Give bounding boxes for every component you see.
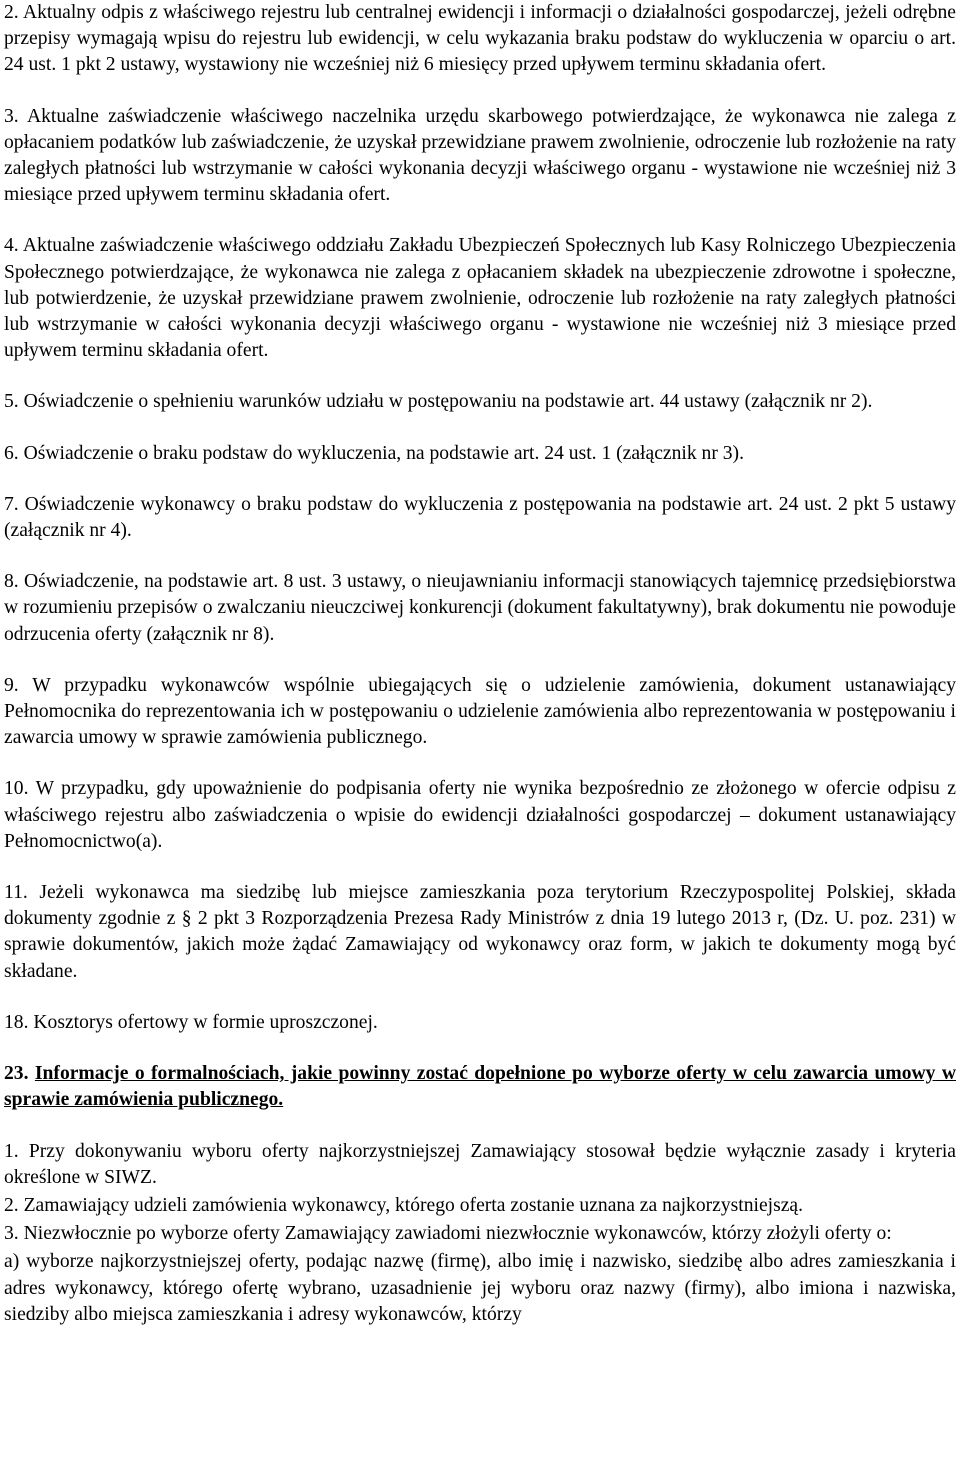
list-item-3a: a) wyborze najkorzystniejszej oferty, podając nazwę (firmę), albo imię i nazwisko, siedzibę albo adres zamieszkania i adres wykonawcy, którego ofertę wybrano, uzasadnienie jej wyboru oraz nazwy (firmy), albo imiona i nazwiska, siedziby albo miejsca zamieszkania i adresy wykonawców, którzy — [4, 1251, 956, 1325]
paragraph-item-4: 4. Aktualne zaświadczenie właściwego oddziału Zakładu Ubezpieczeń Społecznych lub Kasy Rolniczego Ubezpieczenia Społecznego potwierdzające, że wykonawca nie zalega z opłacaniem składek na ubezpieczenie zdrowotne i społeczne, lub potwierdzenie, że uzyskał przewidziane prawem zwolnienie, odroczenie lub rozłożenie na raty zaległych płatności lub wstrzymanie w całości wykonania decyzji właściwego organu - wystawione nie wcześniej niż 3 miesiące przed upływem terminu składania ofert. — [4, 235, 956, 362]
list-item-3: 3. Niezwłocznie po wyborze oferty Zamawiający zawiadomi niezwłocznie wykonawców, którzy złożyli oferty o: — [4, 1223, 892, 1245]
paragraph-item-2: 2. Aktualny odpis z właściwego rejestru lub centralnej ewidencji i informacji o działalności gospodarczej, jeżeli odrębne przepisy wymagają wpisu do rejestru lub ewidencji, w celu wykazania braku podstaw do wykluczenia w oparciu o art. 24 ust. 1 pkt 2 ustawy, wystawiony nie wcześniej niż 6 miesięcy przed upływem terminu składania ofert. — [4, 2, 956, 76]
section-title: Informacje o formalnościach, jakie powinny zostać dopełnione po wyborze oferty w celu zawarcia umowy w sprawie zamówienia publicznego. — [4, 1063, 956, 1111]
section-heading — [4, 1061, 956, 1113]
paragraph-item-3: 3. Aktualne zaświadczenie właściwego naczelnika urzędu skarbowego potwierdzające, że wykonawca nie zalega z opłacaniem podatków lub zaświadczenie, że uzyskał przewidziane prawem zwolnienie, odroczenie lub rozłożenie na raty zaległych płatności lub wstrzymanie w całości wykonania decyzji właściwego organu - wystawione nie wcześniej niż 3 miesiące przed upływem terminu składania ofert. — [4, 105, 956, 206]
list-item-2: 2. Zamawiający udzieli zamówienia wykonawcy, którego oferta zostanie uznana za najkorzystniejszą. — [4, 1194, 804, 1216]
paragraph-item-9: 9. W przypadku wykonawców wspólnie ubiegających się o udzielenie zamówienia, dokument ustanawiający Pełnomocnika do reprezentowania ich w postępowaniu o udzielenie zamówienia albo reprezentowania w postępowaniu i zawarcia umowy w sprawie zamówienia publicznego. — [4, 674, 956, 749]
paragraph-item-8: 8. Oświadczenie, na podstawie art. 8 ust. 3 ustawy, o nieujawnianiu informacji stanowiących tajemnicę przedsiębiorstwa w rozumieniu przepisów o zwalczaniu nieuczciwej konkurencji (dokument fakultatywny), brak dokumentu nie powoduje odrzucenia oferty (załącznik nr 8). — [4, 571, 956, 645]
paragraph-item-6: 6. Oświadczenie o braku podstaw do wykluczenia, na podstawie art. 24 ust. 1 (załącznik nr 3). — [4, 442, 744, 464]
paragraph-item-7: 7. Oświadczenie wykonawcy o braku podstaw do wykluczenia z postępowania na podstawie art. 24 ust. 2 pkt 5 ustawy (załącznik nr 4). — [4, 493, 956, 542]
paragraph-item-11: 11. Jeżeli wykonawca ma siedzibę lub miejsce zamieszkania poza terytorium Rzeczypospolitej Polskiej, składa dokumenty zgodnie z § 2 pkt 3 Rozporządzenia Prezesa Rady Ministrów z dnia 19 lutego 2013 r, (Dz. U. poz. 231) w sprawie dokumentów, jakich może żądać Zamawiający od wykonawcy oraz form, w jakich te dokumenty mogą być składane. — [4, 882, 956, 982]
paragraph-item-5: 5. Oświadczenie o spełnieniu warunków udziału w postępowaniu na podstawie art. 44 ustawy (załącznik nr 2). — [4, 391, 873, 413]
section-number: 23. — [4, 1063, 29, 1085]
list-item-1: 1. Przy dokonywaniu wyboru oferty najkorzystniejszej Zamawiający stosował będzie wyłącznie zasady i kryteria określone w SIWZ. — [4, 1140, 956, 1188]
paragraph-item-18: 18. Kosztorys ofertowy w formie uproszczonej. — [4, 1011, 378, 1033]
paragraph-item-10: 10. W przypadku, gdy upoważnienie do podpisania oferty nie wynika bezpośrednio ze złożonego w ofercie odpisu z właściwego rejestru albo zaświadczenia o wpisie do ewidencji działalności gospodarczej – dokument ustanawiający Pełnomocnictwo(a). — [4, 778, 956, 852]
